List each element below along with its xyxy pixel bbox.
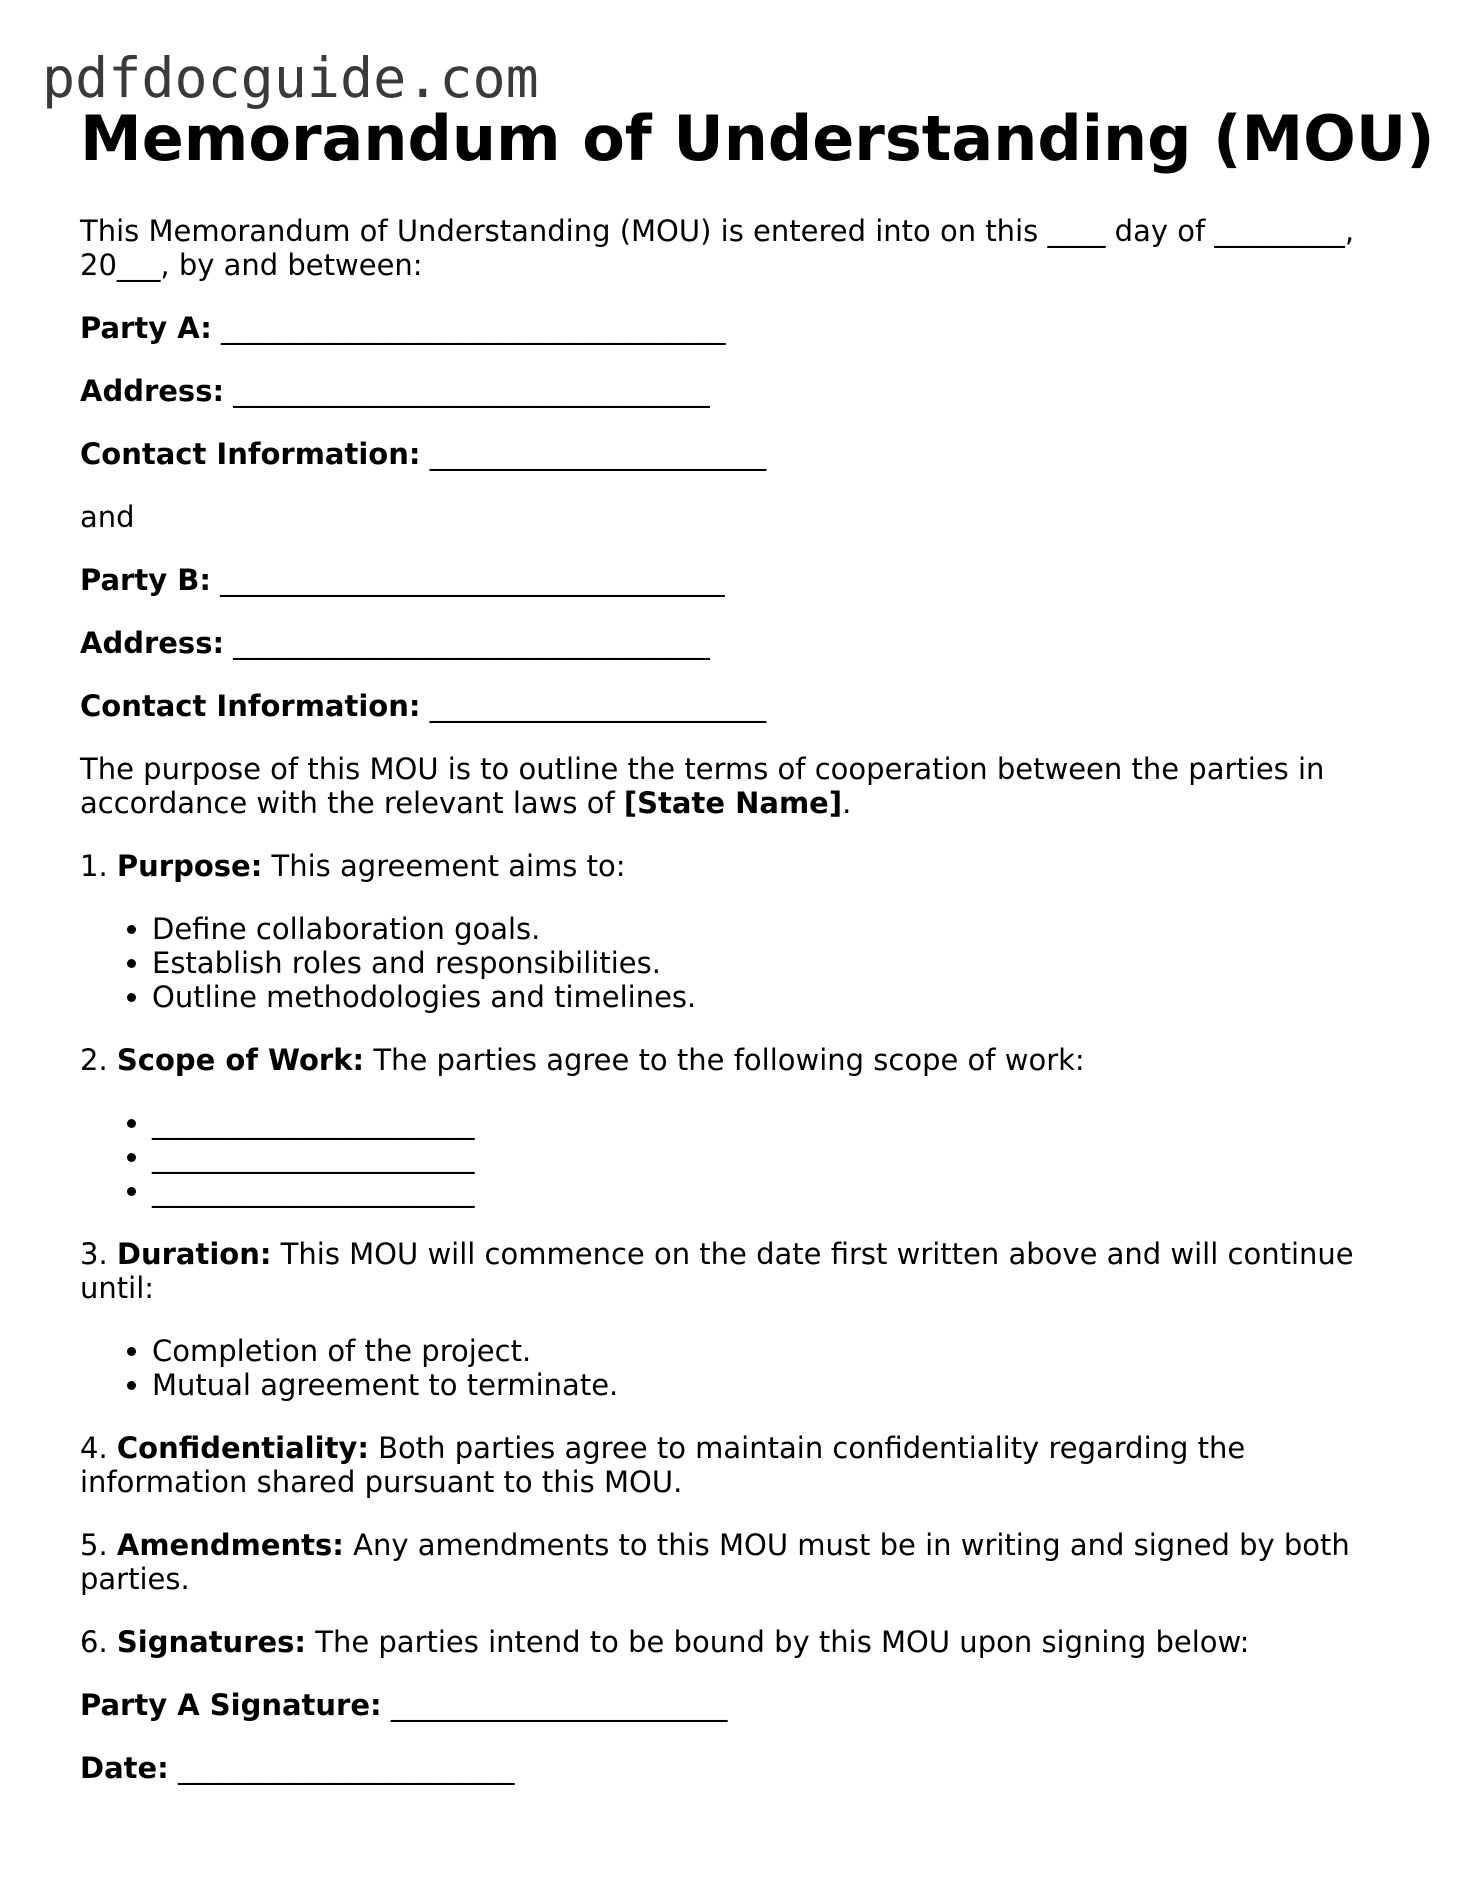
list-item: • Mutual agreement to terminate. [152, 1368, 1380, 1402]
party-a-contact-field [80, 437, 1380, 471]
party-a-name-blank: ____________________________________ [221, 311, 726, 345]
list-item: • Define collaboration goals. [152, 912, 1380, 946]
party-b-contact-field [80, 689, 1380, 723]
section-number: 3. [80, 1237, 117, 1271]
list-item: • _______________________ [152, 1174, 1380, 1208]
scope-list [80, 1106, 1380, 1208]
list-item: • Outline methodologies and timelines. [152, 980, 1380, 1014]
section-text: This MOU will commence on the date first written above and will continue until: [80, 1237, 1354, 1305]
section-label: Duration: [116, 1237, 272, 1271]
party-a-address-blank: __________________________________ [233, 374, 710, 408]
party-b-name-field [80, 563, 1380, 597]
list-item: • _______________________ [152, 1106, 1380, 1140]
section-number: 6. [80, 1625, 117, 1659]
party-a-name-field [80, 311, 1380, 345]
section-label: Amendments: [116, 1528, 344, 1562]
list-item: • _______________________ [152, 1140, 1380, 1174]
state-name-placeholder: [State Name] [623, 786, 843, 820]
section-label: Purpose: [116, 849, 263, 883]
duration-list [80, 1334, 1380, 1402]
purpose-list [80, 912, 1380, 1014]
party-a-signature-label: Party A Signature: [80, 1688, 382, 1722]
section-number: 5. [80, 1528, 117, 1562]
section-text: The parties agree to the following scope of work: [364, 1043, 1085, 1077]
party-a-address-label: Address: [80, 374, 225, 408]
section-label: Signatures: [116, 1625, 307, 1659]
date-blank: ________________________ [178, 1751, 514, 1785]
section-number: 2. [80, 1043, 117, 1077]
document-title: Memorandum of Understanding (MOU) [80, 102, 1435, 175]
document-page [80, 96, 1435, 1785]
party-b-contact-label: Contact Information: [80, 689, 421, 723]
party-b-name-blank: ____________________________________ [220, 563, 725, 597]
section-signatures [80, 1625, 1360, 1659]
list-item: • Completion of the project. [152, 1334, 1380, 1368]
section-label: Scope of Work: [116, 1043, 365, 1077]
purpose-intro-text: The purpose of this MOU is to outline the terms of cooperation between the parties in accordance with the relevant laws of [80, 752, 1325, 820]
section-label: Confidentiality: [116, 1431, 369, 1465]
party-b-address-label: Address: [80, 626, 225, 660]
section-number: 4. [80, 1431, 117, 1465]
party-b-address-field [80, 626, 1380, 660]
date-field [80, 1751, 1380, 1785]
party-a-name-label: Party A: [80, 311, 212, 345]
section-duration [80, 1237, 1360, 1305]
party-b-address-blank: __________________________________ [233, 626, 710, 660]
party-a-address-field [80, 374, 1380, 408]
list-item: • Establish roles and responsibilities. [152, 946, 1380, 980]
section-amendments [80, 1528, 1360, 1596]
section-scope [80, 1043, 1360, 1077]
section-text: Any amendments to this MOU must be in writing and signed by both parties. [80, 1528, 1350, 1596]
party-a-contact-blank: ________________________ [429, 437, 766, 471]
party-a-contact-label: Contact Information: [80, 437, 421, 471]
purpose-intro-paragraph [80, 752, 1360, 820]
section-text: Both parties agree to maintain confidentiality regarding the information shared pursuant to this MOU. [80, 1431, 1246, 1499]
party-a-signature-field [80, 1688, 1380, 1722]
section-purpose [80, 849, 1360, 883]
party-b-contact-blank: ________________________ [429, 689, 766, 723]
date-label: Date: [80, 1751, 169, 1785]
watermark: pdfdocguide.com [42, 46, 539, 110]
section-confidentiality [80, 1431, 1360, 1499]
party-a-signature-blank: ________________________ [390, 1688, 727, 1722]
section-text: This agreement aims to: [262, 849, 626, 883]
intro-paragraph: This Memorandum of Understanding (MOU) is entered into on this ____ day of _________, 20___, by and between: [80, 214, 1355, 282]
purpose-intro-end: . [842, 786, 852, 820]
section-number: 1. [80, 849, 117, 883]
section-text: The parties intend to be bound by this MOU upon signing below: [306, 1625, 1250, 1659]
and-text: and [80, 500, 135, 534]
party-b-name-label: Party B: [80, 563, 211, 597]
